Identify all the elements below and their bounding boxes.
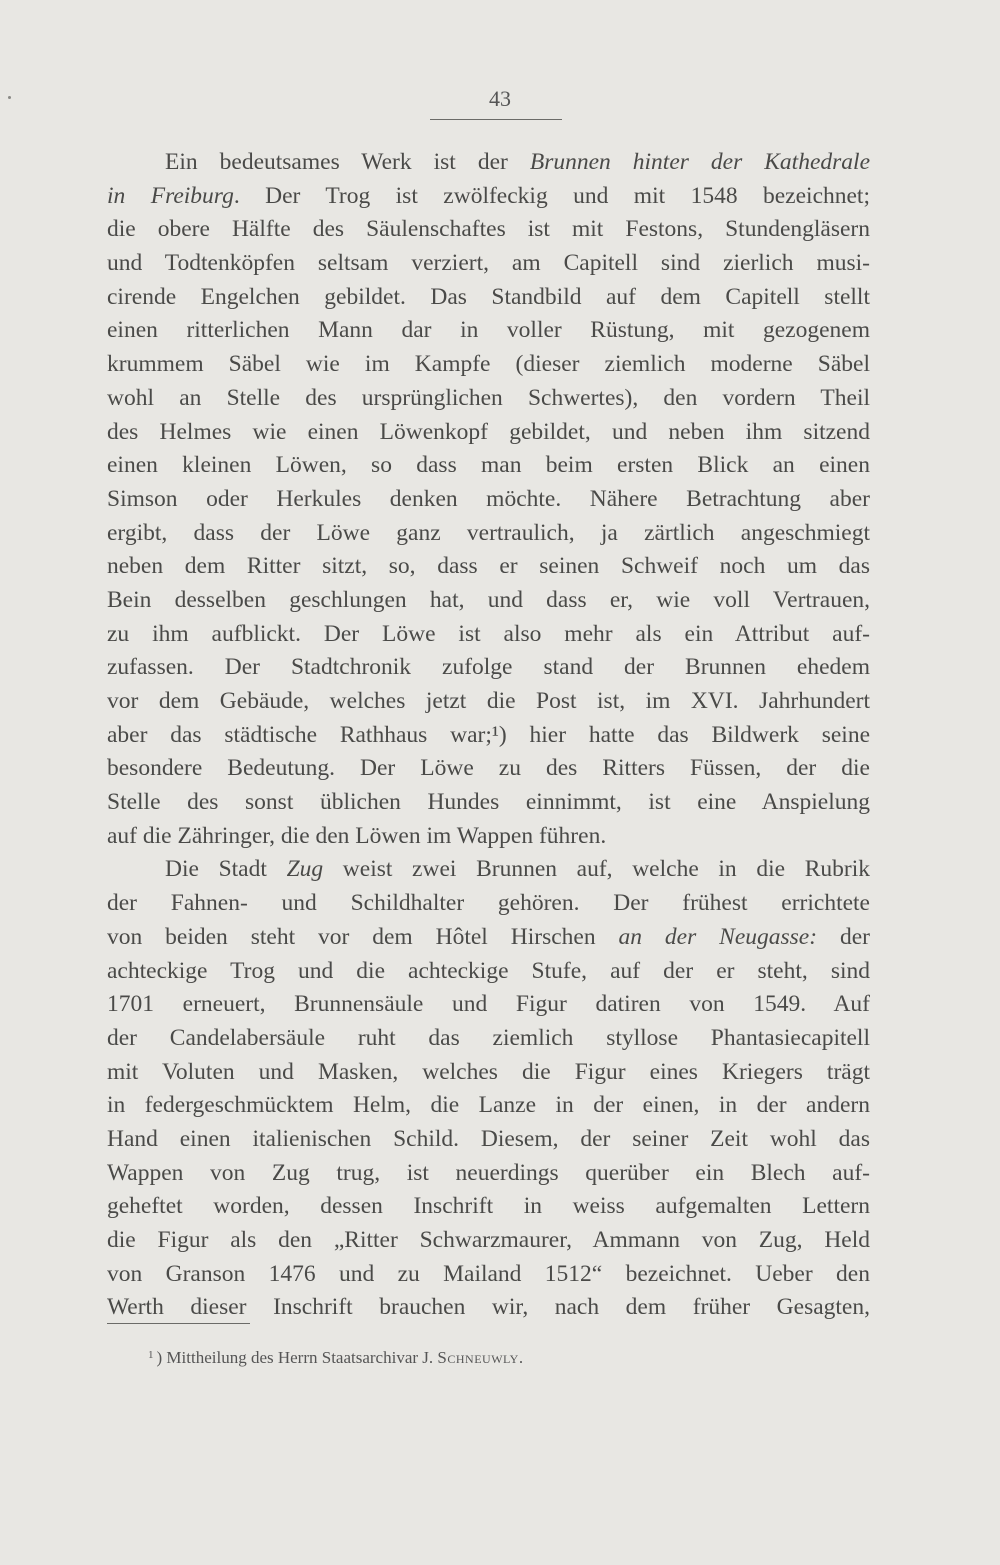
footnote-text: ) Mittheilung des Herrn Staatsarchivar J. <box>156 1348 438 1367</box>
text-segment: Werth dieser Inschrift brauchen wir, nach dem früher Gesagten, <box>107 1294 870 1321</box>
text-segment: Bein desselben geschlungen hat, und dass er, wie voll Vertrauen, <box>107 586 870 613</box>
text-segment: zu ihm aufblickt. Der Löwe ist also mehr als ein Attribut auf- <box>107 620 870 647</box>
text-line <box>107 1157 870 1191</box>
text-line <box>107 550 870 584</box>
text-segment: . Der Trog ist zwölfeckig und mit 1548 bezeichnet; <box>233 182 870 209</box>
text-segment: der Candelabersäule ruht das ziemlich styllose Phantasiecapitell <box>107 1024 870 1051</box>
header-rule <box>430 119 562 120</box>
text-segment: geheftet worden, dessen Inschrift in weiss aufgemalten Lettern <box>107 1193 870 1220</box>
text-line <box>107 348 870 382</box>
text-line <box>107 1224 870 1258</box>
text-segment: Stelle des sonst üblichen Hundes einnimmt, ist eine Anspielung <box>107 789 870 816</box>
text-segment: 1701 erneuert, Brunnensäule und Figur datiren von 1549. Auf <box>107 991 870 1018</box>
text-line <box>107 820 870 854</box>
text-segment: der <box>817 923 870 950</box>
text-line <box>107 1258 870 1292</box>
text-line <box>107 584 870 618</box>
text-line <box>107 146 870 180</box>
text-segment: vor dem Gebäude, welches jetzt die Post ist, im XVI. Jahrhundert <box>107 688 870 714</box>
text-segment: und Todtenköpfen seltsam verziert, am Capitell sind zierlich musi- <box>107 250 870 277</box>
text-line <box>107 1022 870 1056</box>
text-segment: achteckige Trog und die achteckige Stufe, auf der er steht, sind <box>107 957 870 984</box>
text-segment: zufassen. Der Stadtchronik zufolge stand der Brunnen ehedem <box>107 654 870 681</box>
text-line <box>107 988 870 1022</box>
text-line <box>107 887 870 921</box>
text-segment: von Granson 1476 und zu Mailand 1512“ bezeichnet. Ueber den <box>107 1260 870 1287</box>
text-segment: einen ritterlichen Mann dar in voller Rüstung, mit gezogenem <box>107 317 870 344</box>
text-segment: ergibt, dass der Löwe ganz vertraulich, ja zärtlich angeschmiegt <box>107 519 870 546</box>
text-line <box>107 416 870 450</box>
text-segment: wohl an Stelle des ursprünglichen Schwertes), den vordern Theil <box>107 384 870 411</box>
text-line <box>107 382 870 416</box>
text-line <box>107 853 870 887</box>
text-segment: von beiden steht vor dem Hôtel Hirschen <box>107 923 619 950</box>
text-line <box>107 247 870 281</box>
text-line <box>107 314 870 348</box>
footnote-rule <box>107 1323 250 1324</box>
text-segment: neben dem Ritter sitzt, so, dass er seinen Schweif noch um das <box>107 553 870 580</box>
footnote <box>148 1348 523 1368</box>
text-line <box>107 517 870 551</box>
text-line <box>107 180 870 214</box>
text-line <box>107 1089 870 1123</box>
text-line <box>107 1190 870 1224</box>
text-segment: aber das städtische Rathhaus war;¹) hier hatte das Bildwerk seine <box>107 721 870 748</box>
text-line <box>107 449 870 483</box>
text-segment: in federgeschmücktem Helm, die Lanze in der einen, in der andern <box>107 1092 870 1119</box>
text-line <box>107 1123 870 1157</box>
text-line <box>107 213 870 247</box>
text-line <box>107 955 870 989</box>
text-segment: besondere Bedeutung. Der Löwe zu des Ritters Füssen, der die <box>107 755 870 782</box>
text-line <box>107 1056 870 1090</box>
text-segment: weist zwei Brunnen auf, welche in die Rubrik <box>323 856 870 883</box>
text-segment: einen kleinen Löwen, so dass man beim ersten Blick an einen <box>107 452 870 479</box>
text-line <box>107 685 870 719</box>
text-line <box>107 483 870 517</box>
italic-text: in Freiburg <box>107 182 234 209</box>
text-segment: die obere Hälfte des Säulenschaftes ist mit Festons, Stundengläsern <box>107 216 870 243</box>
italic-text: Brunnen hinter der Kathedrale <box>529 149 870 175</box>
footnote-author: Schneuwly <box>437 1348 519 1367</box>
text-line <box>107 1291 870 1325</box>
text-segment: die Figur als den „Ritter Schwarzmaurer, Ammann von Zug, Held <box>107 1227 870 1253</box>
body-text <box>107 146 870 1325</box>
text-line <box>107 786 870 820</box>
page-number: 43 <box>489 86 511 111</box>
italic-text: an der Neugasse: <box>618 923 818 950</box>
text-segment: Hand einen italienischen Schild. Diesem, der seiner Zeit wohl das <box>107 1125 870 1152</box>
text-segment: des Helmes wie einen Löwenkopf gebildet, und neben ihm sitzend <box>107 418 870 445</box>
italic-text: Zug <box>286 856 324 883</box>
text-line <box>107 752 870 786</box>
text-segment: cirende Engelchen gebildet. Das Standbild auf dem Capitell stellt <box>107 283 870 310</box>
text-line <box>107 651 870 685</box>
text-segment: Ein bedeutsames Werk ist der <box>165 149 530 175</box>
text-line <box>107 281 870 315</box>
text-segment: krummem Säbel wie im Kampfe (dieser ziemlich moderne Säbel <box>107 351 870 378</box>
footnote-marker: 1 <box>148 1349 154 1361</box>
text-segment: mit Voluten und Masken, welches die Figur eines Kriegers trägt <box>107 1058 870 1085</box>
text-line <box>107 921 870 955</box>
text-segment: Wappen von Zug trug, ist neuerdings querüber ein Blech auf- <box>107 1159 870 1186</box>
text-segment: auf die Zähringer, die den Löwen im Wappen führen. <box>107 822 607 849</box>
text-line <box>107 719 870 753</box>
text-segment: Die Stadt <box>165 856 287 883</box>
text-segment: der Fahnen- und Schildhalter gehören. Der frühest errichtete <box>107 890 870 917</box>
text-line <box>107 618 870 652</box>
footnote-end: . <box>518 1348 524 1367</box>
text-segment: Simson oder Herkules denken möchte. Nähere Betrachtung aber <box>107 485 870 512</box>
